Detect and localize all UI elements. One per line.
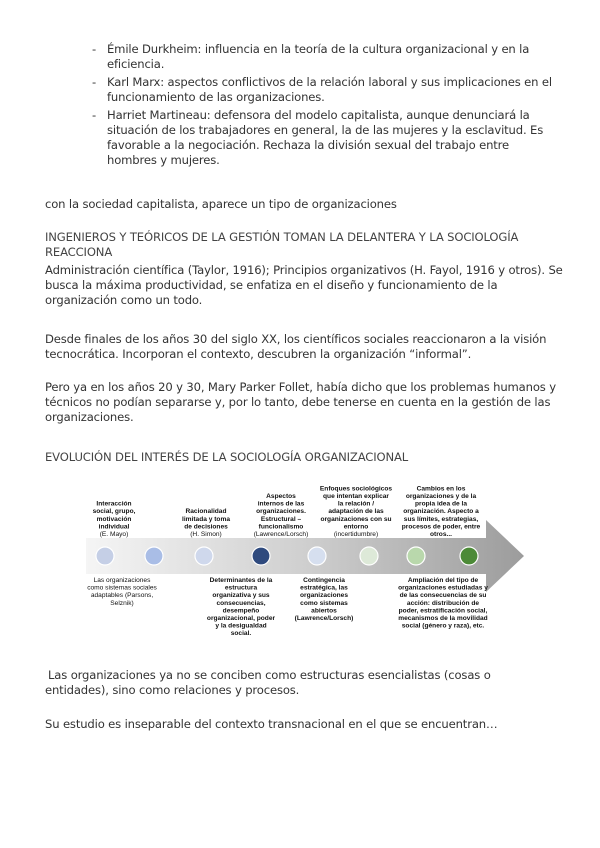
bullet-text: Émile Durkheim: influencia en la teoría de la cultura organizacional y en la eficiencia.	[107, 42, 530, 71]
timeline-dot	[252, 547, 270, 565]
timeline-top-label: limitada y toma	[181, 515, 231, 523]
timeline-dot	[407, 547, 425, 565]
timeline-bottom-label: abiertos	[311, 607, 337, 615]
timeline-dot	[360, 547, 378, 565]
timeline-top-label: sus límites, estrategias,	[403, 515, 479, 523]
timeline-dot	[96, 547, 114, 565]
timeline-bottom-label: de las consecuencias de su	[399, 592, 487, 600]
timeline-bottom-label: adaptables (Parsons,	[90, 592, 154, 600]
timeline-top-label: motivación	[96, 515, 132, 523]
timeline-top-label: internos de las	[257, 500, 305, 508]
timeline-bottom-label: acción: distribución de	[406, 599, 480, 607]
timeline-bottom-label: poder, estratificación social,	[398, 607, 488, 615]
bullet-martineau	[92, 108, 562, 168]
timeline-dot	[145, 547, 163, 565]
timeline-dot	[195, 547, 213, 565]
timeline-top-label: entorno	[343, 523, 369, 531]
bullet-text: Harriet Martineau: defensora del modelo capitalista, aunque denunciará la situación de los trabajadores en general, la de las mujeres y la esclavitud. Es favorable a la negociación. Rechaza la división sexual del trabajo entre hombres y mujeres.	[107, 108, 544, 167]
heading-ingenieros: INGENIEROS Y TEÓRICOS DE LA GESTIÓN TOMAN LA DELANTERA Y LA SOCIOLOGÍA REACCIONA	[45, 230, 519, 259]
timeline-bottom-label: social.	[230, 630, 252, 638]
timeline-bottom-label: como sistemas sociales	[87, 584, 157, 592]
timeline-top-label: Cambios en los	[416, 485, 466, 493]
timeline-bottom-label: mecanismos de la movilidad	[398, 615, 488, 622]
bullet-durkheim	[92, 42, 562, 72]
timeline-bottom-label: organizacional, poder	[206, 615, 276, 622]
bullet-dash: -	[92, 75, 97, 89]
timeline-top-author: (Lawrence/Lorsch)	[253, 531, 309, 538]
timeline-top-label: que intentan explicar	[323, 493, 389, 500]
timeline-top-label: Estructural –	[260, 515, 302, 523]
timeline-dot	[460, 547, 478, 565]
timeline-top-label: procesos de poder, entre	[401, 523, 481, 531]
timeline-bottom-label: Selznik)	[110, 599, 134, 607]
bullet-dash: -	[92, 108, 97, 122]
timeline-bottom-label: organizaciones estudiadas y	[398, 584, 488, 592]
paragraph-administracion: Administración científica (Taylor, 1916); Principios organizativos (H. Fayol, 1916 y otros). Se busca la máxima productividad, se enfatiza en el diseño y funcionamiento de la organización como un todo.	[45, 263, 563, 307]
timeline-bottom-label: y la desigualdad	[215, 622, 267, 630]
paragraph-desde-finales: Desde finales de los años 30 del siglo XX, los científicos sociales reaccionaron a la visión tecnocrática. Incorporan el contexto, descubren la organización “informal”.	[45, 332, 547, 361]
timeline-top-label: organizaciones y de la	[405, 493, 477, 500]
timeline-bottom-label: Las organizaciones	[93, 577, 151, 584]
timeline-top-label: social, grupo,	[92, 508, 136, 516]
timeline-bottom-label: como sistemas	[300, 599, 348, 607]
timeline-bottom-label: Ampliación del tipo de	[407, 577, 479, 584]
timeline-top-label: Interacción	[96, 500, 132, 508]
timeline-bottom-label: organizaciones	[299, 592, 349, 600]
timeline-top-label: la relación /	[337, 500, 375, 508]
bullet-text: Karl Marx: aspectos conflictivos de la relación laboral y sus implicaciones en el funcionamiento de las organizaciones.	[107, 75, 552, 104]
timeline-bottom-label: estructura	[224, 584, 258, 592]
timeline-top-label: Racionalidad	[185, 508, 227, 516]
timeline-top-author: (E. Mayo)	[99, 531, 129, 538]
timeline-top-label: organizaciones con su	[320, 515, 392, 523]
timeline-top-label: organizaciones.	[256, 508, 306, 516]
timeline-bottom-label: (Lawrence/Lorsch)	[294, 615, 354, 622]
timeline-top-label: adaptación de las	[328, 508, 384, 516]
timeline-bottom-label: consecuencias,	[216, 599, 266, 607]
bullet-marx	[92, 75, 562, 105]
paragraph-pero: Pero ya en los años 20 y 30, Mary Parker Follet, había dicho que los problemas humanos y técnicos no podían separarse y, por lo tanto, debe tenerse en cuenta en la gestión de las organizaciones.	[45, 380, 556, 424]
timeline-bottom-label: desempeño	[222, 607, 260, 615]
paragraph-estudio: Su estudio es inseparable del contexto transnacional en el que se encuentran…	[45, 717, 498, 731]
paragraph-organizaciones: Las organizaciones ya no se conciben como estructuras esencialistas (cosas o entidades), sino como relaciones y procesos.	[45, 668, 491, 697]
timeline-top-label: de decisiones	[184, 523, 228, 531]
heading-evolucion: EVOLUCIÓN DEL INTERÉS DE LA SOCIOLOGÍA ORGANIZACIONAL	[45, 450, 409, 464]
timeline-top-label: funcionalismo	[258, 523, 304, 531]
timeline-top-label: Enfoques sociológicos	[319, 485, 393, 493]
timeline-top-label: organización. Aspecto a	[403, 508, 479, 516]
timeline-top-label: propia idea de la	[414, 500, 468, 508]
timeline-bottom-label: organizativa y sus	[212, 592, 270, 600]
timeline-dot	[308, 547, 326, 565]
timeline-top-author: (H. Simon)	[190, 531, 222, 538]
timeline-top-author: (incertidumbre)	[333, 531, 379, 538]
paragraph-capitalista: con la sociedad capitalista, aparece un tipo de organizaciones	[45, 197, 397, 211]
evolution-timeline-diagram	[86, 470, 526, 640]
timeline-top-label: individual	[98, 523, 130, 531]
timeline-bottom-label: Determinantes de la	[209, 577, 273, 584]
bullet-dash: -	[92, 42, 97, 56]
timeline-top-label: Aspectos	[266, 493, 296, 500]
timeline-bottom-label: estratégica, las	[300, 584, 348, 592]
timeline-bottom-label: social (género y raza), etc.	[401, 622, 485, 630]
timeline-bottom-label: Contingencia	[303, 577, 345, 584]
timeline-top-label: otros...	[430, 531, 452, 538]
